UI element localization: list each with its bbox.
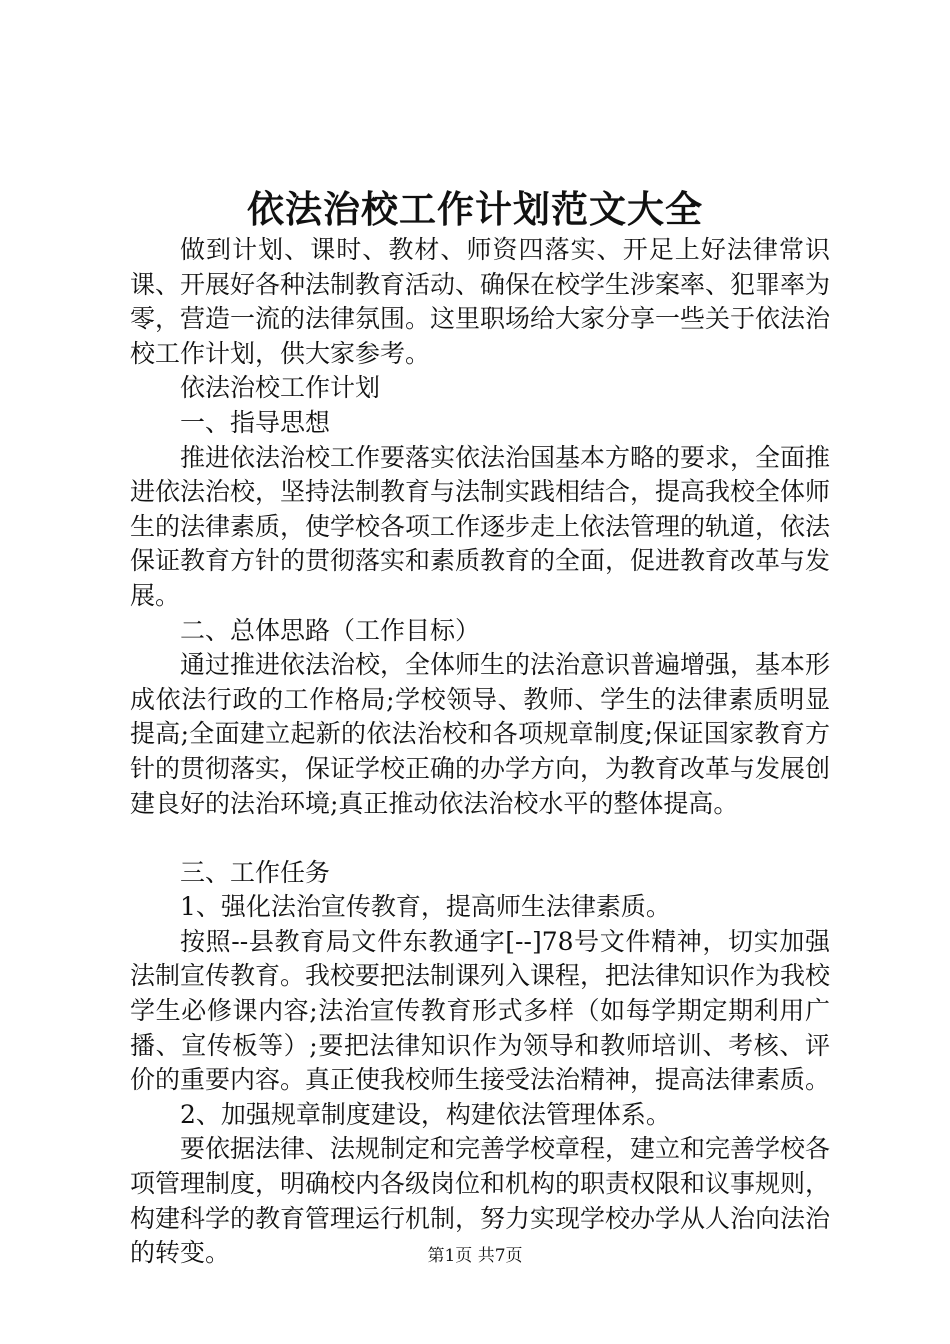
body-paragraph: 要依据法律、法规制定和完善学校章程，建立和完善学校各项管理制度，明确校内各级岗位和机构的职责权限和议事规则，构建科学的教育管理运行机制，努力实现学校办学从人治向法治的转变。	[130, 1134, 831, 1268]
plan-heading: 依法治校工作计划	[180, 373, 381, 403]
section-heading-1: 一、指导思想	[180, 407, 331, 437]
document-title: 依法治校工作计划范文大全	[247, 187, 703, 231]
body-paragraph: 通过推进依法治校，全体师生的法治意识普遍增强，基本形成依法行政的工作格局;学校领导、教师、学生的法律素质明显提高;全面建立起新的依法治校和各项规章制度;保证国家教育方针的贯彻落实，保证学校正确的办学方向，为教育改革与发展创建良好的法治环境;真正推动依法治校水平的整体提高。	[130, 650, 831, 818]
body-paragraph: 按照--县教育局文件东教通字[--]78号文件精神，切实加强法制宣传教育。我校要把法制课列入课程，把法律知识作为我校学生必修课内容;法治宣传教育形式多样（如每学期定期利用广播、宣传板等）;要把法律知识作为领导和教师培训、考核、评价的重要内容。真正使我校师生接受法治精神，提高法律素质。	[130, 926, 831, 1095]
task-heading-2: 2、加强规章制度建设，构建依法管理体系。	[180, 1099, 671, 1129]
page-footer: 第1页 共7页	[427, 1246, 523, 1266]
body-paragraph: 推进依法治校工作要落实依法治国基本方略的要求，全面推进依法治校，坚持法制教育与法制实践相结合，提高我校全体师生的法律素质，使学校各项工作逐步走上依法管理的轨道，依法保证教育方针的贯彻落实和素质教育的全面，促进教育改革与发展。	[130, 442, 831, 610]
blank-line	[130, 821, 830, 856]
section-heading-2: 二、总体思路（工作目标）	[180, 615, 481, 645]
section-heading-3: 三、工作任务	[180, 857, 331, 887]
task-heading-1: 1、强化法治宣传教育，提高师生法律素质。	[180, 892, 671, 922]
document-body	[130, 233, 830, 1271]
intro-paragraph: 做到计划、课时、教材、师资四落实、开足上好法律常识课、开展好各种法制教育活动、确保在校学生涉案率、犯罪率为零，营造一流的法律氛围。这里职场给大家分享一些关于依法治校工作计划，供大家参考。	[130, 235, 831, 368]
